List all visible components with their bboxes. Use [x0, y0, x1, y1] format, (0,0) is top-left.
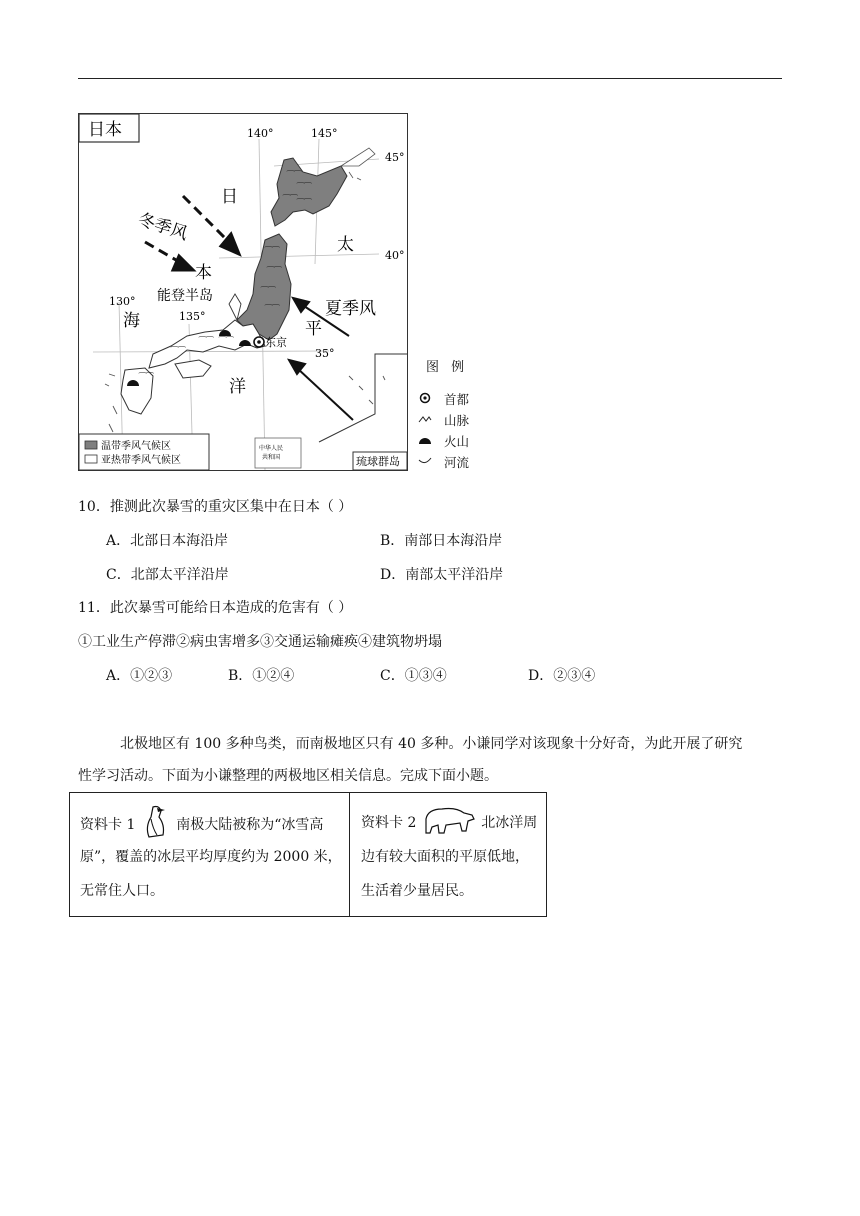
penguin-icon [141, 803, 171, 841]
svg-text:⁀⁀: ⁀⁀ [219, 337, 234, 347]
card-2-line-2: 边有较大面积的平原低地， [361, 849, 529, 865]
lon-135: 135° [179, 310, 206, 323]
lat-45: 45° [385, 151, 405, 164]
data-cards-table [69, 792, 547, 917]
svg-text:⁀⁀: ⁀⁀ [287, 171, 302, 181]
mountain-icon [418, 412, 432, 426]
question-10-option-b[interactable]: B．南部日本海沿岸 [380, 533, 503, 549]
sea-japan-char-3: 海 [123, 311, 140, 331]
card-1-line-2: 原”，覆盖的冰层平均厚度约为 2000 米， [80, 849, 342, 865]
map-legend: 图 例 首都 山脉 火山 河流 [418, 356, 518, 476]
tokyo-label: 东京 [265, 336, 287, 349]
tokyo-capital-icon [254, 337, 264, 347]
map-title: 日本 [88, 120, 122, 140]
polar-bear-icon [422, 803, 476, 837]
svg-text:⁀⁀: ⁀⁀ [139, 373, 154, 383]
capital-icon [418, 391, 432, 405]
data-card-2 [351, 793, 546, 916]
question-11-stem: 11．此次暴雪可能给日本造成的危害有（ ） [78, 600, 353, 616]
svg-text:⁀⁀: ⁀⁀ [267, 267, 282, 277]
pacific-char-3: 洋 [229, 377, 246, 397]
lon-145: 145° [311, 127, 338, 140]
winter-monsoon-label: 冬季风 [135, 209, 191, 245]
ryukyu-inset [319, 354, 407, 442]
lon-130: 130° [109, 295, 136, 308]
sea-japan-char-1: 日 [221, 187, 238, 207]
climate-legend-temperate: 温带季风气候区 [101, 441, 171, 452]
question-10-option-d[interactable]: D．南部太平洋沿岸 [380, 567, 504, 583]
card-2-line-3: 生活着少量居民。 [361, 883, 473, 899]
card-2-label: 资料卡 2 [361, 815, 417, 831]
lat-40: 40° [385, 249, 405, 262]
noto-peninsula-label: 能登半岛 [157, 288, 213, 304]
svg-text:⁀⁀: ⁀⁀ [171, 347, 186, 357]
pacific-char-2: 平 [305, 319, 322, 339]
svg-text:⁀⁀: ⁀⁀ [265, 247, 280, 257]
card-1-line-1: 南极大陆被称为“冰雪高 [176, 817, 324, 833]
question-11-option-a[interactable]: A．①②③ [106, 668, 173, 684]
intro-line-1: 北极地区有 100 多种鸟类，而南极地区只有 40 多种。小谦同学对该现象十分好奇，为此开展了研究 [120, 736, 743, 752]
summer-monsoon-label: 夏季风 [325, 299, 376, 319]
card-1-line-3: 无常住人口。 [80, 883, 164, 899]
question-10-option-c[interactable]: C．北部太平洋沿岸 [106, 567, 229, 583]
svg-text:⁀⁀: ⁀⁀ [297, 199, 312, 209]
sea-japan-char-2: 本 [195, 263, 212, 283]
ryukyu-label: 琉球群岛 [356, 455, 400, 468]
japan-map [78, 113, 408, 471]
question-11-option-d[interactable]: D．②③④ [528, 668, 596, 684]
svg-text:⁀⁀: ⁀⁀ [199, 337, 214, 347]
lat-35: 35° [315, 347, 335, 360]
question-11-option-b[interactable]: B．①②④ [228, 668, 295, 684]
card-1-label: 资料卡 1 [80, 817, 136, 833]
china-inset-label-2: 共和国 [262, 454, 281, 461]
question-10-option-a[interactable]: A．北部日本海沿岸 [106, 533, 229, 549]
svg-text:⁀⁀: ⁀⁀ [297, 183, 312, 193]
svg-text:⁀⁀: ⁀⁀ [261, 287, 276, 297]
climate-legend-subtropical: 亚热带季风气候区 [101, 455, 181, 466]
question-10-stem: 10．推测此次暴雪的重灾区集中在日本（ ） [78, 499, 353, 515]
card-2-line-1: 北冰洋周 [481, 815, 538, 831]
intro-line-2: 性学习活动。下面为小谦整理的两极地区相关信息。完成下面小题。 [78, 768, 498, 784]
lon-140: 140° [247, 127, 274, 140]
volcano-icon [418, 433, 432, 447]
river-icon [418, 454, 432, 468]
data-card-1 [70, 793, 350, 916]
question-11-option-c[interactable]: C．①③④ [380, 668, 447, 684]
question-11-statements: ①工业生产停滞②病虫害增多③交通运输瘫痪④建筑物坍塌 [78, 634, 442, 650]
header-rule [78, 78, 782, 79]
svg-text:⁀⁀: ⁀⁀ [283, 195, 298, 205]
china-inset-label-1: 中华人民 [259, 445, 284, 452]
map-graphic [79, 114, 407, 470]
china-inset [255, 438, 301, 468]
svg-text:⁀⁀: ⁀⁀ [265, 305, 280, 315]
legend-title: 图 例 [426, 360, 469, 375]
pacific-char-1: 太 [337, 235, 354, 255]
